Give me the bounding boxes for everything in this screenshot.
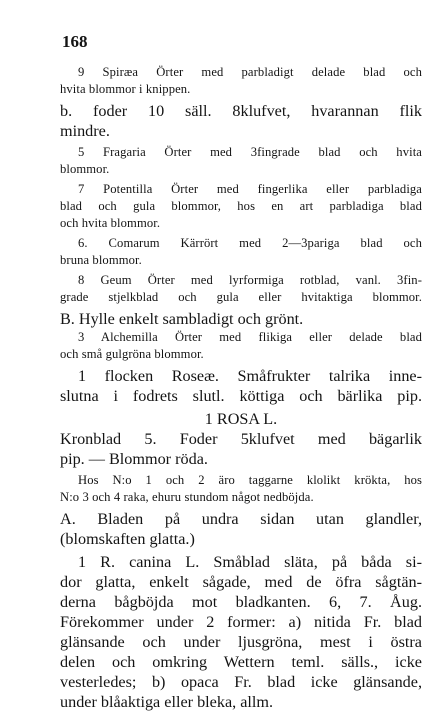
text-line: 6. Comarum Kärrört med 2—3pariga blad och	[78, 236, 422, 250]
text-line: och små gulgröna blommor.	[60, 347, 204, 361]
text-line: 1 flocken Roseæ. Småfrukter talrika inne-	[78, 367, 422, 385]
text-line: slutna i fodrets slutl. köttiga och bärlika pip.	[60, 387, 422, 405]
text-line: derna bågböjda mot bladkanten. 6, 7. Åug.	[60, 593, 422, 611]
text-line: B. Hylle enkelt sambladigt och grönt.	[60, 310, 304, 328]
text-line: N:o 3 och 4 raka, ehuru stundom något nedböjda.	[60, 490, 314, 504]
text-line: dor glatta, enkelt sågade, med de öfra sågtän-	[60, 573, 422, 591]
text-line: vesterledes; b) opaca Fr. blad icke glänsande,	[60, 673, 422, 691]
text-line: 1 R. canina L. Småblad släta, på båda si-	[78, 553, 422, 571]
text-line: hvita blommor i knippen.	[60, 82, 191, 96]
text-line: blommor.	[60, 162, 110, 176]
text-line: Hos N:o 1 och 2 äro taggarne klolikt krökta, hos	[78, 473, 422, 487]
text-line: Förekommer under 2 former: a) nitida Fr. blad	[60, 613, 422, 631]
text-line: (blomskaften glatta.)	[60, 530, 195, 548]
page-number: 168	[62, 32, 88, 51]
text-line: 5 Fragaria Örter med 3fingrade blad och hvita	[78, 145, 422, 159]
text-line: glänsande och under ljusgröna, mest i östra	[60, 633, 422, 651]
text-line: 9 Spiræa Örter med parbladigt delade blad och	[78, 65, 422, 79]
text-line: pip. — Blommor röda.	[60, 450, 208, 468]
text-line: 8 Geum Örter med lyrformiga rotblad, vanl. 3fin-	[78, 273, 422, 287]
text-line: bruna blommor.	[60, 253, 142, 267]
text-line: 1 ROSA L.	[204, 410, 278, 428]
body-text	[60, 64, 422, 712]
text-line: 7 Potentilla Örter med fingerlika eller parbladiga	[78, 182, 422, 196]
text-line: blad och gula blommor, hos en art parbladiga blad	[60, 199, 422, 213]
text-line: b. foder 10 säll. 8klufvet, hvarannan flik	[60, 102, 422, 120]
text-line: och hvita blommor.	[60, 216, 161, 230]
text-line: delen och omkring Wettern teml. sälls., icke	[60, 653, 422, 671]
text-line: grade stjelkblad och gula eller hvitaktiga blommor.	[60, 290, 422, 304]
text-line: mindre.	[60, 122, 110, 140]
text-line: 3 Alchemilla Örter med flikiga eller delade blad	[78, 330, 422, 344]
text-line: A. Bladen på undra sidan utan glandler,	[60, 510, 422, 528]
text-line: Kronblad 5. Foder 5klufvet med bägarlik	[60, 430, 422, 448]
text-line: under blåaktiga eller bleka, allm.	[60, 693, 274, 711]
